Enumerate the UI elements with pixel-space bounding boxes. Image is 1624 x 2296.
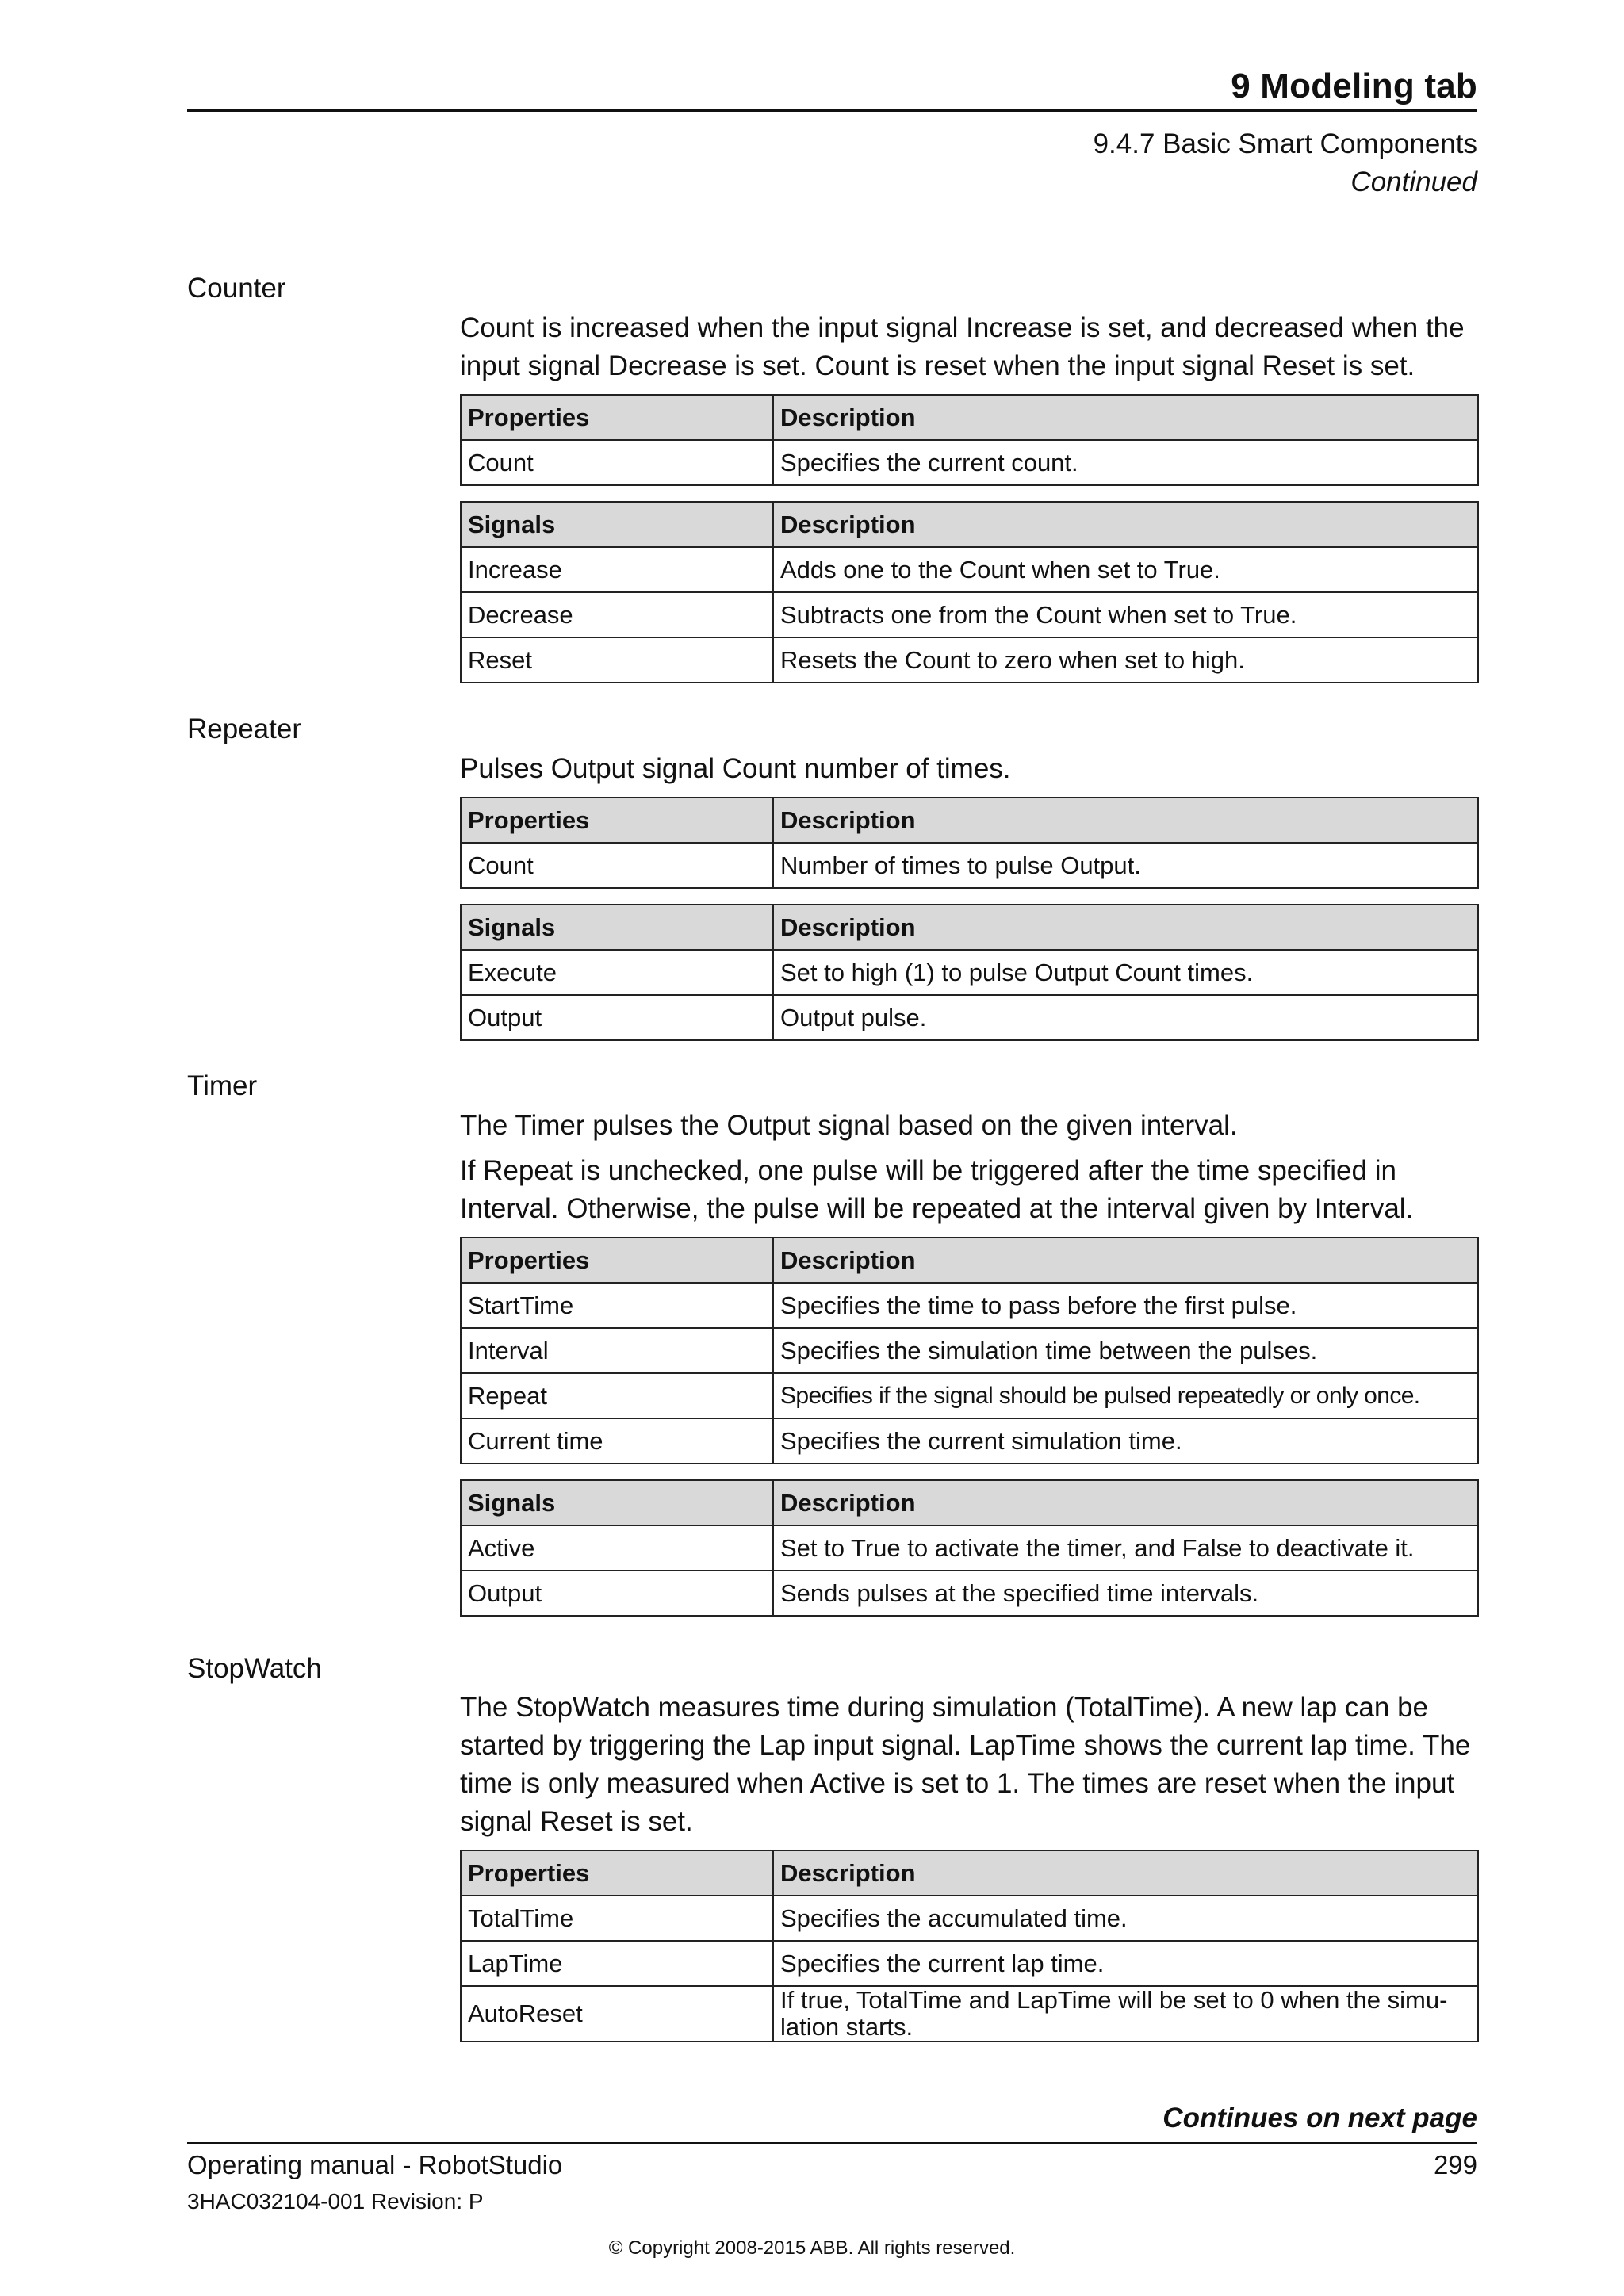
paragraph: Count is increased when the input signal Increase is set, and decreased when the input signal Decrease is set. Count is reset when the input signal Reset is set. bbox=[460, 312, 1465, 381]
signals-table bbox=[460, 501, 1479, 683]
table-cell: If true, TotalTime and LapTime will be set to 0 when the simu- lation starts. bbox=[773, 1986, 1478, 2042]
table-cell: Set to high (1) to pulse Output Count times. bbox=[773, 950, 1478, 995]
column-header: Description bbox=[773, 502, 1478, 547]
column-header: Properties bbox=[461, 1238, 773, 1283]
table-cell: Count bbox=[461, 440, 773, 485]
continued-label: Continued bbox=[1350, 166, 1477, 197]
header-rule bbox=[187, 109, 1477, 112]
table-cell: Specifies the current lap time. bbox=[773, 1941, 1478, 1986]
table-cell: Decrease bbox=[461, 592, 773, 637]
table-cell: Count bbox=[461, 843, 773, 888]
column-header: Description bbox=[773, 905, 1478, 950]
column-header: Signals bbox=[461, 502, 773, 547]
continues-label: Continues on next page bbox=[1162, 2103, 1477, 2133]
table-cell: Execute bbox=[461, 950, 773, 995]
copyright-notice: © Copyright 2008-2015 ABB. All rights reserved. bbox=[608, 2237, 1016, 2259]
section-label-stopwatch: StopWatch bbox=[187, 1653, 322, 1684]
properties-table bbox=[460, 1850, 1479, 2042]
table-cell: Output bbox=[461, 1571, 773, 1616]
table-row bbox=[461, 1986, 1478, 2042]
paragraph: The StopWatch measures time during simulation (TotalTime). A new lap can be started by triggering the Lap input signal. LapTime shows the current lap time. The time is only measured when Active is set to 1. The times are reset when the input signal Reset is set. bbox=[460, 1692, 1471, 1837]
table-cell: Specifies the current count. bbox=[773, 440, 1478, 485]
table-row bbox=[461, 1571, 1478, 1616]
properties-table bbox=[460, 797, 1479, 889]
table-cell: StartTime bbox=[461, 1283, 773, 1328]
table-row bbox=[461, 1418, 1478, 1464]
table-cell: Current time bbox=[461, 1418, 773, 1464]
table-row bbox=[461, 995, 1478, 1040]
table-cell: TotalTime bbox=[461, 1896, 773, 1941]
table-cell: Adds one to the Count when set to True. bbox=[773, 547, 1478, 592]
paragraph: Pulses Output signal Count number of times. bbox=[460, 753, 1011, 784]
footer-rule bbox=[187, 2142, 1477, 2144]
column-header: Description bbox=[773, 798, 1478, 843]
properties-table bbox=[460, 1237, 1479, 1464]
table-row bbox=[461, 1896, 1478, 1941]
section-stopwatch bbox=[460, 1689, 1477, 2042]
table-header-row bbox=[461, 1850, 1478, 1896]
column-header: Properties bbox=[461, 1850, 773, 1896]
table-cell: Specifies the accumulated time. bbox=[773, 1896, 1478, 1941]
manual-title: Operating manual - RobotStudio bbox=[187, 2150, 563, 2179]
page-number: 299 bbox=[1433, 2150, 1477, 2179]
table-row bbox=[461, 592, 1478, 637]
table-row bbox=[461, 637, 1478, 683]
properties-table bbox=[460, 394, 1479, 486]
table-cell: Output bbox=[461, 995, 773, 1040]
section-timer bbox=[460, 1107, 1477, 1617]
table-cell: Active bbox=[461, 1525, 773, 1571]
table-header-row bbox=[461, 502, 1478, 547]
signals-table bbox=[460, 1479, 1479, 1617]
table-cell: Sends pulses at the specified time intervals. bbox=[773, 1571, 1478, 1616]
table-row bbox=[461, 440, 1478, 485]
section-label-timer: Timer bbox=[187, 1070, 258, 1101]
section-label-repeater: Repeater bbox=[187, 714, 301, 744]
table-cell: Output pulse. bbox=[773, 995, 1478, 1040]
table-row bbox=[461, 843, 1478, 888]
signals-table bbox=[460, 904, 1479, 1041]
table-cell: Specifies the current simulation time. bbox=[773, 1418, 1478, 1464]
paragraph: The Timer pulses the Output signal based on the given interval. bbox=[460, 1110, 1238, 1141]
table-row bbox=[461, 1525, 1478, 1571]
table-row bbox=[461, 1941, 1478, 1986]
table-cell: Subtracts one from the Count when set to True. bbox=[773, 592, 1478, 637]
table-cell: Specifies the time to pass before the first pulse. bbox=[773, 1283, 1478, 1328]
table-cell: Increase bbox=[461, 547, 773, 592]
column-header: Description bbox=[773, 395, 1478, 440]
table-header-row bbox=[461, 798, 1478, 843]
column-header: Properties bbox=[461, 798, 773, 843]
table-header-row bbox=[461, 1480, 1478, 1525]
column-header: Properties bbox=[461, 395, 773, 440]
table-header-row bbox=[461, 905, 1478, 950]
table-row bbox=[461, 1373, 1478, 1418]
chapter-title: 9 Modeling tab bbox=[1231, 67, 1477, 105]
section-repeater bbox=[460, 750, 1477, 1041]
table-row bbox=[461, 950, 1478, 995]
section-title: 9.4.7 Basic Smart Components bbox=[1093, 128, 1477, 159]
table-row bbox=[461, 1283, 1478, 1328]
table-cell: Specifies the simulation time between the pulses. bbox=[773, 1328, 1478, 1373]
table-cell: AutoReset bbox=[461, 1986, 773, 2042]
column-header: Signals bbox=[461, 1480, 773, 1525]
table-cell: Interval bbox=[461, 1328, 773, 1373]
table-header-row bbox=[461, 395, 1478, 440]
column-header: Description bbox=[773, 1480, 1478, 1525]
table-row bbox=[461, 1328, 1478, 1373]
table-cell: Specifies if the signal should be pulsed repeatedly or only once. bbox=[773, 1373, 1478, 1418]
table-cell: Resets the Count to zero when set to high. bbox=[773, 637, 1478, 683]
paragraph: If Repeat is unchecked, one pulse will be triggered after the time specified in Interval. Otherwise, the pulse will be repeated at the interval given by Interval. bbox=[460, 1155, 1414, 1224]
table-cell: LapTime bbox=[461, 1941, 773, 1986]
section-counter bbox=[460, 309, 1477, 683]
table-header-row bbox=[461, 1238, 1478, 1283]
column-header: Description bbox=[773, 1238, 1478, 1283]
table-cell: Set to True to activate the timer, and False to deactivate it. bbox=[773, 1525, 1478, 1571]
column-header: Description bbox=[773, 1850, 1478, 1896]
column-header: Signals bbox=[461, 905, 773, 950]
table-cell: Reset bbox=[461, 637, 773, 683]
table-row bbox=[461, 547, 1478, 592]
document-id: 3HAC032104-001 Revision: P bbox=[187, 2189, 484, 2214]
table-cell: Number of times to pulse Output. bbox=[773, 843, 1478, 888]
section-label-counter: Counter bbox=[187, 273, 286, 304]
table-cell: Repeat bbox=[461, 1373, 773, 1418]
